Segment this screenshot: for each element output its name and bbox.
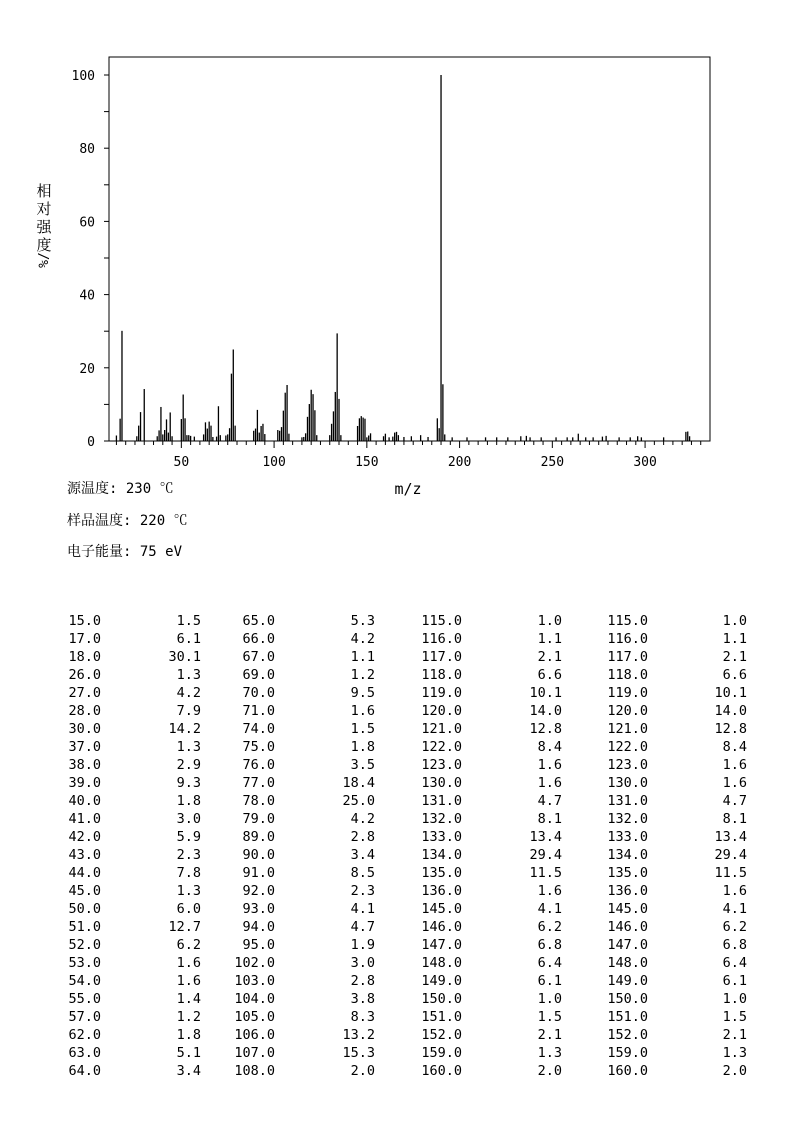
y-label-char: 强 — [36, 218, 52, 236]
mz-cell: 62.0 — [68, 1027, 101, 1043]
mz-cell: 104.0 — [234, 991, 275, 1007]
intensity-cell: 29.4 — [714, 847, 747, 863]
intensity-cell: 1.3 — [537, 1045, 562, 1061]
intensity-cell: 3.8 — [350, 991, 375, 1007]
mz-cell: 151.0 — [607, 1009, 648, 1025]
table-row — [0, 720, 794, 738]
intensity-cell: 6.2 — [722, 919, 747, 935]
intensity-cell: 2.1 — [722, 649, 747, 665]
mz-cell: 152.0 — [421, 1027, 462, 1043]
mz-cell: 118.0 — [607, 667, 648, 683]
mz-cell: 106.0 — [234, 1027, 275, 1043]
mz-cell: 50.0 — [68, 901, 101, 917]
table-row — [0, 918, 794, 936]
intensity-cell: 1.5 — [722, 1009, 747, 1025]
mz-cell: 53.0 — [68, 955, 101, 971]
mz-cell: 93.0 — [242, 901, 275, 917]
mz-cell: 27.0 — [68, 685, 101, 701]
intensity-cell: 2.1 — [537, 649, 562, 665]
intensity-cell: 1.6 — [537, 757, 562, 773]
mz-cell: 57.0 — [68, 1009, 101, 1025]
mz-cell: 122.0 — [607, 739, 648, 755]
table-row — [0, 1044, 794, 1062]
mz-cell: 28.0 — [68, 703, 101, 719]
mz-cell: 135.0 — [607, 865, 648, 881]
table-row — [0, 990, 794, 1008]
intensity-cell: 4.1 — [537, 901, 562, 917]
intensity-cell: 8.4 — [722, 739, 747, 755]
plot-frame — [109, 57, 710, 441]
mz-cell: 41.0 — [68, 811, 101, 827]
intensity-cell: 2.1 — [537, 1027, 562, 1043]
intensity-cell: 30.1 — [168, 649, 201, 665]
intensity-cell: 6.2 — [176, 937, 201, 953]
intensity-cell: 8.3 — [350, 1009, 375, 1025]
table-row — [0, 612, 794, 630]
intensity-cell: 6.6 — [722, 667, 747, 683]
mz-cell: 135.0 — [421, 865, 462, 881]
intensity-cell: 1.5 — [350, 721, 375, 737]
mz-cell: 102.0 — [234, 955, 275, 971]
intensity-cell: 1.0 — [722, 991, 747, 1007]
intensity-cell: 4.7 — [722, 793, 747, 809]
table-row — [0, 702, 794, 720]
table-row — [0, 684, 794, 702]
mz-cell: 108.0 — [234, 1063, 275, 1079]
table-row — [0, 900, 794, 918]
intensity-cell: 3.5 — [350, 757, 375, 773]
table-row — [0, 828, 794, 846]
y-tick-label: 60 — [79, 215, 95, 231]
mz-cell: 145.0 — [421, 901, 462, 917]
mz-cell: 74.0 — [242, 721, 275, 737]
mz-cell: 120.0 — [607, 703, 648, 719]
table-row — [0, 864, 794, 882]
mz-cell: 117.0 — [421, 649, 462, 665]
x-tick-label: 300 — [633, 455, 657, 470]
mz-cell: 76.0 — [242, 757, 275, 773]
mz-cell: 146.0 — [421, 919, 462, 935]
mz-cell: 119.0 — [607, 685, 648, 701]
mz-cell: 43.0 — [68, 847, 101, 863]
mz-cell: 136.0 — [421, 883, 462, 899]
mz-cell: 15.0 — [68, 613, 101, 629]
table-row — [0, 882, 794, 900]
intensity-cell: 15.3 — [342, 1045, 375, 1061]
intensity-cell: 1.3 — [176, 883, 201, 899]
y-tick-label: 100 — [71, 69, 95, 84]
table-row — [0, 846, 794, 864]
intensity-cell: 1.3 — [176, 739, 201, 755]
intensity-cell: 14.2 — [168, 721, 201, 737]
table-row — [0, 630, 794, 648]
mz-cell: 92.0 — [242, 883, 275, 899]
sample-temperature: 样品温度: 220 ℃ — [67, 513, 188, 529]
intensity-cell: 6.4 — [537, 955, 562, 971]
intensity-cell: 2.9 — [176, 757, 201, 773]
mz-cell: 71.0 — [242, 703, 275, 719]
table-row — [0, 1062, 794, 1080]
intensity-cell: 1.0 — [722, 613, 747, 629]
table-row — [0, 936, 794, 954]
x-tick-label: 50 — [173, 455, 190, 470]
intensity-cell: 1.1 — [722, 631, 747, 647]
intensity-cell: 1.0 — [537, 991, 562, 1007]
mz-cell: 44.0 — [68, 865, 101, 881]
mz-cell: 134.0 — [607, 847, 648, 863]
mz-cell: 121.0 — [421, 721, 462, 737]
x-tick-label: 100 — [262, 455, 286, 470]
mz-cell: 115.0 — [607, 613, 648, 629]
intensity-cell: 10.1 — [529, 685, 562, 701]
mz-cell: 133.0 — [421, 829, 462, 845]
y-axis-label — [36, 182, 52, 268]
intensity-cell: 8.5 — [350, 865, 375, 881]
mz-cell: 116.0 — [607, 631, 648, 647]
intensity-cell: 2.3 — [176, 847, 201, 863]
intensity-cell: 6.1 — [176, 631, 201, 647]
table-row — [0, 972, 794, 990]
intensity-cell: 6.1 — [722, 973, 747, 989]
intensity-cell: 6.2 — [537, 919, 562, 935]
intensity-cell: 2.1 — [722, 1027, 747, 1043]
mz-cell: 90.0 — [242, 847, 275, 863]
y-tick-label: 80 — [79, 142, 95, 158]
y-label-unit: %/ — [37, 252, 52, 268]
mz-cell: 39.0 — [68, 775, 101, 791]
intensity-cell: 12.8 — [529, 721, 562, 737]
mz-cell: 103.0 — [234, 973, 275, 989]
table-row — [0, 1026, 794, 1044]
mz-cell: 94.0 — [242, 919, 275, 935]
intensity-cell: 2.8 — [350, 973, 375, 989]
intensity-cell: 1.6 — [537, 883, 562, 899]
mz-cell: 51.0 — [68, 919, 101, 935]
intensity-cell: 4.2 — [176, 685, 201, 701]
mz-cell: 120.0 — [421, 703, 462, 719]
mz-cell: 150.0 — [421, 991, 462, 1007]
mz-cell: 119.0 — [421, 685, 462, 701]
mz-cell: 148.0 — [421, 955, 462, 971]
table-row — [0, 774, 794, 792]
intensity-cell: 13.2 — [342, 1027, 375, 1043]
y-tick-label: 20 — [79, 361, 95, 377]
mz-cell: 121.0 — [607, 721, 648, 737]
mz-cell: 152.0 — [607, 1027, 648, 1043]
intensity-cell: 1.8 — [350, 739, 375, 755]
mz-cell: 69.0 — [242, 667, 275, 683]
intensity-cell: 1.6 — [176, 973, 201, 989]
mz-cell: 17.0 — [68, 631, 101, 647]
mass-spectrum-chart — [0, 0, 794, 520]
mz-cell: 134.0 — [421, 847, 462, 863]
mz-cell: 159.0 — [421, 1045, 462, 1061]
mz-cell: 79.0 — [242, 811, 275, 827]
intensity-cell: 7.9 — [176, 703, 201, 719]
intensity-cell: 1.6 — [722, 883, 747, 899]
intensity-cell: 6.8 — [722, 937, 747, 953]
y-tick-label: 0 — [87, 435, 95, 450]
intensity-cell: 1.1 — [350, 649, 375, 665]
intensity-cell: 6.6 — [537, 667, 562, 683]
mz-cell: 160.0 — [607, 1063, 648, 1079]
intensity-cell: 10.1 — [714, 685, 747, 701]
mz-cell: 77.0 — [242, 775, 275, 791]
intensity-cell: 5.3 — [350, 613, 375, 629]
table-row — [0, 666, 794, 684]
mz-cell: 66.0 — [242, 631, 275, 647]
intensity-cell: 2.0 — [350, 1063, 375, 1079]
intensity-cell: 1.6 — [176, 955, 201, 971]
intensity-cell: 5.9 — [176, 829, 201, 845]
y-label-char: 对 — [36, 200, 52, 218]
intensity-cell: 3.0 — [176, 811, 201, 827]
intensity-cell: 4.1 — [350, 901, 375, 917]
intensity-cell: 13.4 — [529, 829, 562, 845]
electron-energy: 电子能量: 75 eV — [67, 544, 183, 560]
peak-table — [0, 612, 794, 1080]
mz-cell: 115.0 — [421, 613, 462, 629]
mz-cell: 30.0 — [68, 721, 101, 737]
mz-cell: 52.0 — [68, 937, 101, 953]
intensity-cell: 8.1 — [537, 811, 562, 827]
x-tick-label: 150 — [355, 455, 379, 470]
intensity-cell: 1.0 — [537, 613, 562, 629]
intensity-cell: 4.1 — [722, 901, 747, 917]
mz-cell: 107.0 — [234, 1045, 275, 1061]
mz-cell: 132.0 — [421, 811, 462, 827]
mz-cell: 150.0 — [607, 991, 648, 1007]
intensity-cell: 6.1 — [537, 973, 562, 989]
intensity-cell: 14.0 — [714, 703, 747, 719]
mz-cell: 118.0 — [421, 667, 462, 683]
mz-cell: 70.0 — [242, 685, 275, 701]
mz-cell: 130.0 — [607, 775, 648, 791]
mz-cell: 122.0 — [421, 739, 462, 755]
intensity-cell: 1.3 — [722, 1045, 747, 1061]
mz-cell: 145.0 — [607, 901, 648, 917]
mz-cell: 54.0 — [68, 973, 101, 989]
mz-cell: 65.0 — [242, 613, 275, 629]
mz-cell: 159.0 — [607, 1045, 648, 1061]
intensity-cell: 11.5 — [529, 865, 562, 881]
mz-cell: 95.0 — [242, 937, 275, 953]
mz-cell: 147.0 — [607, 937, 648, 953]
table-row — [0, 810, 794, 828]
intensity-cell: 9.5 — [350, 685, 375, 701]
table-row — [0, 738, 794, 756]
mz-cell: 78.0 — [242, 793, 275, 809]
y-label-char: 相 — [36, 182, 52, 200]
intensity-cell: 14.0 — [529, 703, 562, 719]
intensity-cell: 1.6 — [722, 775, 747, 791]
y-label-char: 度 — [36, 236, 52, 254]
mz-cell: 40.0 — [68, 793, 101, 809]
x-tick-label: 200 — [447, 455, 472, 470]
intensity-cell: 7.8 — [176, 865, 201, 881]
mz-cell: 18.0 — [68, 649, 101, 665]
intensity-cell: 11.5 — [714, 865, 747, 881]
intensity-cell: 2.3 — [350, 883, 375, 899]
y-axis — [72, 69, 109, 450]
intensity-cell: 1.1 — [537, 631, 562, 647]
intensity-cell: 1.6 — [537, 775, 562, 791]
x-tick-label: 250 — [540, 455, 565, 470]
intensity-cell: 1.2 — [176, 1009, 201, 1025]
mz-cell: 136.0 — [607, 883, 648, 899]
intensity-cell: 5.1 — [176, 1045, 201, 1061]
peak-bars — [116, 75, 689, 441]
intensity-cell: 9.3 — [176, 775, 201, 791]
table-row — [0, 648, 794, 666]
intensity-cell: 1.5 — [176, 613, 201, 629]
mz-cell: 63.0 — [68, 1045, 101, 1061]
intensity-cell: 3.0 — [350, 955, 375, 971]
mz-cell: 55.0 — [68, 991, 101, 1007]
intensity-cell: 1.8 — [176, 793, 201, 809]
mz-cell: 116.0 — [421, 631, 462, 647]
mz-cell: 149.0 — [421, 973, 462, 989]
table-row — [0, 792, 794, 810]
intensity-cell: 4.7 — [537, 793, 562, 809]
mz-cell: 42.0 — [68, 829, 101, 845]
intensity-cell: 1.6 — [722, 757, 747, 773]
intensity-cell: 8.4 — [537, 739, 562, 755]
table-row — [0, 1008, 794, 1026]
intensity-cell: 12.8 — [714, 721, 747, 737]
mz-cell: 89.0 — [242, 829, 275, 845]
table-row — [0, 954, 794, 972]
intensity-cell: 29.4 — [529, 847, 562, 863]
mz-cell: 131.0 — [607, 793, 648, 809]
mz-cell: 45.0 — [68, 883, 101, 899]
source-temperature: 源温度: 230 ℃ — [67, 481, 174, 497]
mz-cell: 160.0 — [421, 1063, 462, 1079]
intensity-cell: 1.3 — [176, 667, 201, 683]
mz-cell: 146.0 — [607, 919, 648, 935]
mz-cell: 133.0 — [607, 829, 648, 845]
intensity-cell: 1.2 — [350, 667, 375, 683]
mz-cell: 149.0 — [607, 973, 648, 989]
intensity-cell: 2.8 — [350, 829, 375, 845]
mz-cell: 151.0 — [421, 1009, 462, 1025]
intensity-cell: 3.4 — [350, 847, 375, 863]
intensity-cell: 6.0 — [176, 901, 201, 917]
intensity-cell: 1.9 — [350, 937, 375, 953]
intensity-cell: 25.0 — [342, 793, 375, 809]
mz-cell: 117.0 — [607, 649, 648, 665]
mz-cell: 148.0 — [607, 955, 648, 971]
intensity-cell: 2.0 — [722, 1063, 747, 1079]
x-axis — [116, 441, 700, 470]
intensity-cell: 8.1 — [722, 811, 747, 827]
mz-cell: 75.0 — [242, 739, 275, 755]
intensity-cell: 13.4 — [714, 829, 747, 845]
mz-cell: 132.0 — [607, 811, 648, 827]
intensity-cell: 3.4 — [176, 1063, 201, 1079]
intensity-cell: 1.5 — [537, 1009, 562, 1025]
intensity-cell: 6.4 — [722, 955, 747, 971]
mz-cell: 130.0 — [421, 775, 462, 791]
intensity-cell: 2.0 — [537, 1063, 562, 1079]
intensity-cell: 4.2 — [350, 811, 375, 827]
table-row — [0, 756, 794, 774]
mz-cell: 131.0 — [421, 793, 462, 809]
x-axis-label: m/z — [394, 480, 422, 498]
mz-cell: 64.0 — [68, 1063, 101, 1079]
mz-cell: 37.0 — [68, 739, 101, 755]
mz-cell: 147.0 — [421, 937, 462, 953]
intensity-cell: 1.4 — [176, 991, 201, 1007]
mz-cell: 123.0 — [421, 757, 462, 773]
intensity-cell: 12.7 — [168, 919, 201, 935]
y-tick-label: 40 — [79, 288, 95, 304]
intensity-cell: 4.2 — [350, 631, 375, 647]
mz-cell: 67.0 — [242, 649, 275, 665]
intensity-cell: 1.6 — [350, 703, 375, 719]
mz-cell: 105.0 — [234, 1009, 275, 1025]
intensity-cell: 6.8 — [537, 937, 562, 953]
mz-cell: 91.0 — [242, 865, 275, 881]
mz-cell: 38.0 — [68, 757, 101, 773]
intensity-cell: 1.8 — [176, 1027, 201, 1043]
intensity-cell: 18.4 — [342, 775, 375, 791]
mz-cell: 123.0 — [607, 757, 648, 773]
intensity-cell: 4.7 — [350, 919, 375, 935]
mz-cell: 26.0 — [68, 667, 101, 683]
